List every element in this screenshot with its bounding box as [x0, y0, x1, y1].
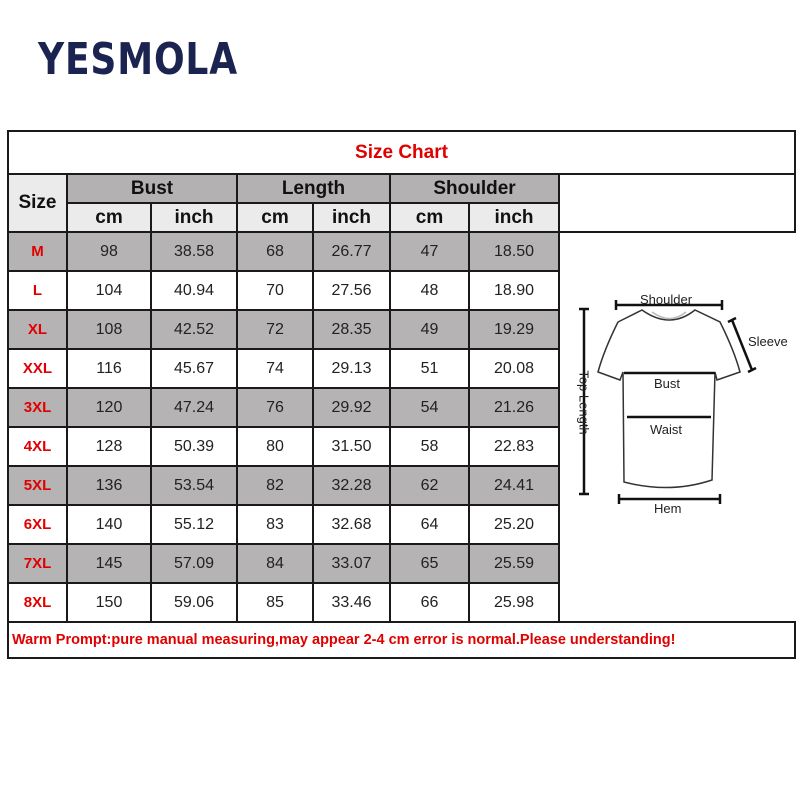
cell-shoulder-inch: 25.59 [469, 544, 559, 583]
label-hem: Hem [654, 501, 682, 516]
cell-size: 4XL [8, 427, 67, 466]
cell-length-cm: 80 [237, 427, 313, 466]
cell-bust-inch: 42.52 [151, 310, 237, 349]
cell-bust-cm: 98 [67, 232, 151, 271]
chart-title: Size Chart [8, 131, 795, 174]
cell-bust-cm: 104 [67, 271, 151, 310]
header-size: Size [8, 174, 67, 232]
label-shoulder: Shoulder [640, 292, 693, 307]
cell-length-inch: 26.77 [313, 232, 390, 271]
cell-bust-inch: 55.12 [151, 505, 237, 544]
warm-prompt-note: Warm Prompt:pure manual measuring,may appear 2-4 cm error is normal.Please understanding! [8, 622, 795, 658]
cell-bust-cm: 108 [67, 310, 151, 349]
cell-shoulder-cm: 54 [390, 388, 469, 427]
cell-length-cm: 84 [237, 544, 313, 583]
cell-shoulder-inch: 21.26 [469, 388, 559, 427]
cell-shoulder-inch: 20.08 [469, 349, 559, 388]
cell-bust-inch: 50.39 [151, 427, 237, 466]
cell-shoulder-cm: 51 [390, 349, 469, 388]
cell-bust-cm: 150 [67, 583, 151, 622]
cell-size: 8XL [8, 583, 67, 622]
cell-length-cm: 85 [237, 583, 313, 622]
cell-bust-cm: 116 [67, 349, 151, 388]
brand-logo: YESMOLA [38, 34, 238, 85]
unit-length-inch: inch [313, 203, 390, 232]
header-shoulder: Shoulder [390, 174, 559, 203]
cell-size: 7XL [8, 544, 67, 583]
cell-size: 3XL [8, 388, 67, 427]
cell-shoulder-cm: 64 [390, 505, 469, 544]
cell-size: L [8, 271, 67, 310]
tshirt-diagram [559, 174, 795, 516]
unit-length-cm: cm [237, 203, 313, 232]
cell-bust-inch: 40.94 [151, 271, 237, 310]
cell-length-cm: 68 [237, 232, 313, 271]
tshirt-outline-icon [562, 280, 797, 520]
cell-length-cm: 82 [237, 466, 313, 505]
cell-shoulder-inch: 25.98 [469, 583, 559, 622]
cell-length-inch: 33.07 [313, 544, 390, 583]
cell-shoulder-inch: 25.20 [469, 505, 559, 544]
cell-bust-inch: 47.24 [151, 388, 237, 427]
table-row [8, 583, 795, 622]
header-bust: Bust [67, 174, 237, 203]
cell-shoulder-cm: 58 [390, 427, 469, 466]
cell-shoulder-cm: 47 [390, 232, 469, 271]
cell-shoulder-cm: 48 [390, 271, 469, 310]
label-bust: Bust [654, 376, 681, 391]
cell-size: 5XL [8, 466, 67, 505]
cell-shoulder-inch: 18.90 [469, 271, 559, 310]
cell-size: XL [8, 310, 67, 349]
cell-length-inch: 29.92 [313, 388, 390, 427]
cell-length-cm: 74 [237, 349, 313, 388]
cell-length-cm: 83 [237, 505, 313, 544]
cell-bust-cm: 140 [67, 505, 151, 544]
cell-length-inch: 32.68 [313, 505, 390, 544]
cell-length-inch: 32.28 [313, 466, 390, 505]
cell-shoulder-cm: 65 [390, 544, 469, 583]
unit-shoulder-inch: inch [469, 203, 559, 232]
cell-shoulder-cm: 49 [390, 310, 469, 349]
cell-length-cm: 70 [237, 271, 313, 310]
table-row [8, 232, 795, 271]
cell-size: XXL [8, 349, 67, 388]
cell-length-cm: 72 [237, 310, 313, 349]
label-waist: Waist [650, 422, 683, 437]
cell-length-inch: 27.56 [313, 271, 390, 310]
cell-shoulder-cm: 66 [390, 583, 469, 622]
cell-length-inch: 28.35 [313, 310, 390, 349]
cell-size: 6XL [8, 505, 67, 544]
cell-bust-cm: 145 [67, 544, 151, 583]
cell-bust-inch: 53.54 [151, 466, 237, 505]
cell-bust-inch: 59.06 [151, 583, 237, 622]
cell-shoulder-inch: 19.29 [469, 310, 559, 349]
cell-shoulder-inch: 18.50 [469, 232, 559, 271]
label-sleeve: Sleeve [748, 334, 788, 349]
cell-bust-inch: 45.67 [151, 349, 237, 388]
cell-bust-inch: 38.58 [151, 232, 237, 271]
unit-shoulder-cm: cm [390, 203, 469, 232]
size-chart-table [7, 130, 796, 659]
label-top-length: Top Length [576, 370, 592, 435]
unit-bust-inch: inch [151, 203, 237, 232]
cell-length-inch: 31.50 [313, 427, 390, 466]
cell-bust-cm: 128 [67, 427, 151, 466]
cell-size: M [8, 232, 67, 271]
cell-length-inch: 29.13 [313, 349, 390, 388]
cell-shoulder-cm: 62 [390, 466, 469, 505]
cell-length-inch: 33.46 [313, 583, 390, 622]
table-row [8, 544, 795, 583]
cell-bust-cm: 120 [67, 388, 151, 427]
cell-shoulder-inch: 24.41 [469, 466, 559, 505]
unit-bust-cm: cm [67, 203, 151, 232]
cell-shoulder-inch: 22.83 [469, 427, 559, 466]
header-length: Length [237, 174, 390, 203]
cell-length-cm: 76 [237, 388, 313, 427]
cell-bust-cm: 136 [67, 466, 151, 505]
cell-bust-inch: 57.09 [151, 544, 237, 583]
